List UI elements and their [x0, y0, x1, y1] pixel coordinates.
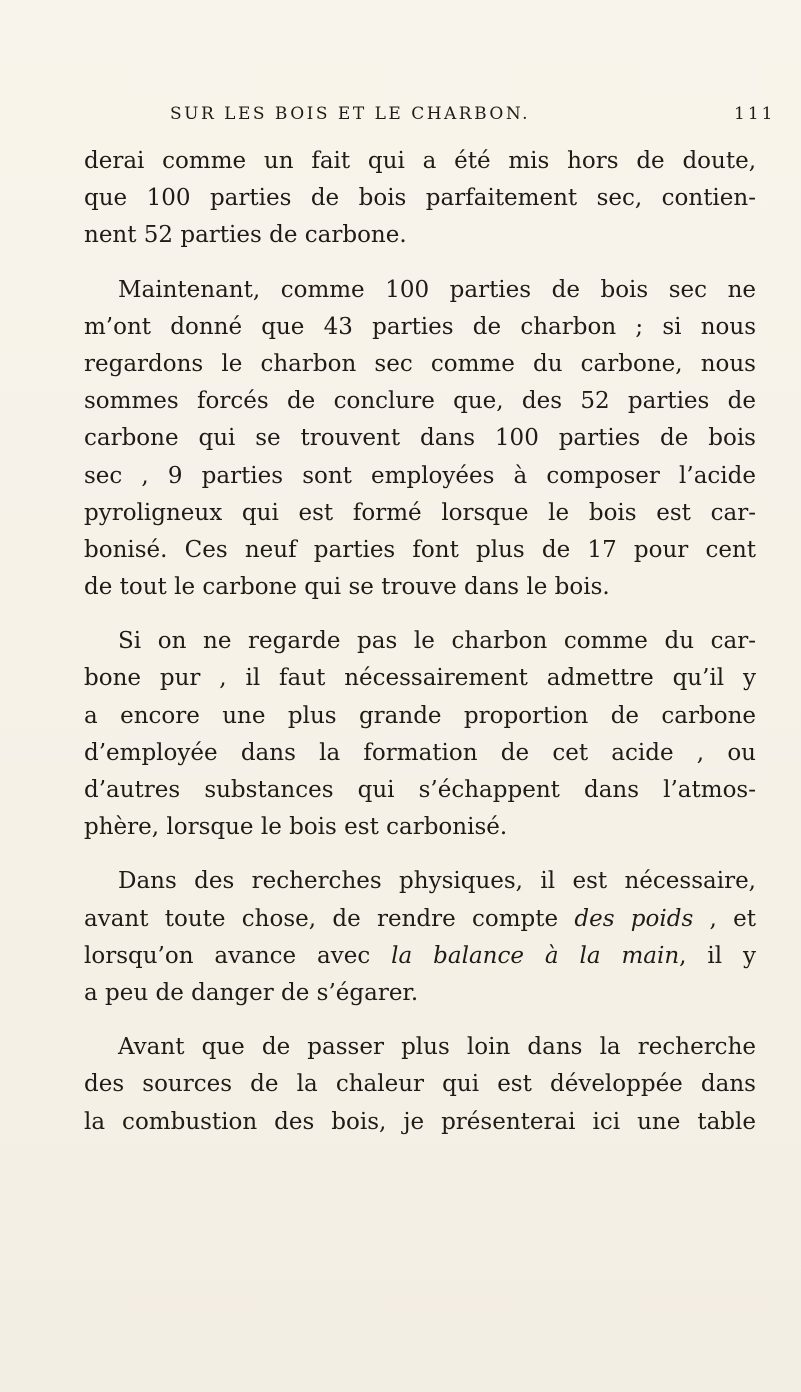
- paragraph-3: [84, 623, 756, 846]
- text-line: sommes forcés de conclure que, des 52 parties de: [84, 388, 756, 415]
- text-line: Si on ne regarde pas le charbon comme du car-: [118, 628, 756, 655]
- text-line: Dans des recherches physiques, il est nécessaire,: [118, 868, 756, 895]
- text-line: d’employée dans la formation de cet acide , ou: [84, 739, 756, 766]
- text-line: Avant que de passer plus loin dans la recherche: [118, 1034, 756, 1061]
- text-line: a encore une plus grande proportion de carbone: [84, 702, 756, 729]
- running-title: SUR LES BOIS ET LE CHARBON.: [170, 104, 531, 124]
- text-line: bone pur , il faut nécessairement admettre qu’il y: [84, 665, 756, 692]
- text-line: Maintenant, comme 100 parties de bois sec ne: [118, 276, 756, 303]
- text-line: des sources de la chaleur qui est développée dans: [84, 1071, 756, 1098]
- text-line: de tout le carbone qui se trouve dans le bois.: [84, 574, 610, 601]
- italic-phrase: la balance à la main: [391, 942, 680, 969]
- text-line: derai comme un fait qui a été mis hors de doute,: [84, 148, 756, 174]
- text-line: d’autres substances qui s’échappent dans l’atmos-: [84, 777, 756, 803]
- text-run: , et: [693, 905, 756, 932]
- text-line: [84, 901, 756, 938]
- paragraph-2: [84, 272, 756, 607]
- text-line: regardons le charbon sec comme du carbone, nous: [84, 350, 756, 377]
- text-line: m’ont donné que 43 parties de charbon ; si nous: [84, 313, 756, 340]
- paragraph-4: [84, 863, 756, 1012]
- text-line: phère, lorsque le bois est carbonisé.: [84, 814, 508, 841]
- running-head: [0, 104, 801, 128]
- text-line: [84, 938, 756, 975]
- text-line: nent 52 parties de carbone.: [84, 222, 407, 249]
- text-line: que 100 parties de bois parfaitement sec, contien-: [84, 185, 756, 212]
- text-run: avant toute chose, de rendre compte: [84, 905, 575, 932]
- text-run: lorsqu’on avance avec: [84, 942, 392, 969]
- text-line: a peu de danger de s’égarer.: [84, 979, 419, 1006]
- text-line: la combustion des bois, je présenterai ici une table: [84, 1108, 756, 1135]
- text-run: , il y: [679, 942, 757, 969]
- paragraph-5: [84, 1029, 756, 1141]
- italic-phrase: des poids: [574, 905, 694, 932]
- text-line: carbone qui se trouvent dans 100 parties de bois: [84, 425, 756, 452]
- body-text: [84, 143, 756, 1158]
- page-number: 111: [734, 104, 776, 124]
- text-line: bonisé. Ces neuf parties font plus de 17 pour cent: [84, 536, 756, 563]
- text-line: pyroligneux qui est formé lorsque le bois est car-: [84, 499, 756, 526]
- paragraph-1: [84, 143, 756, 255]
- text-line: sec , 9 parties sont employées à composer l’acide: [84, 462, 756, 489]
